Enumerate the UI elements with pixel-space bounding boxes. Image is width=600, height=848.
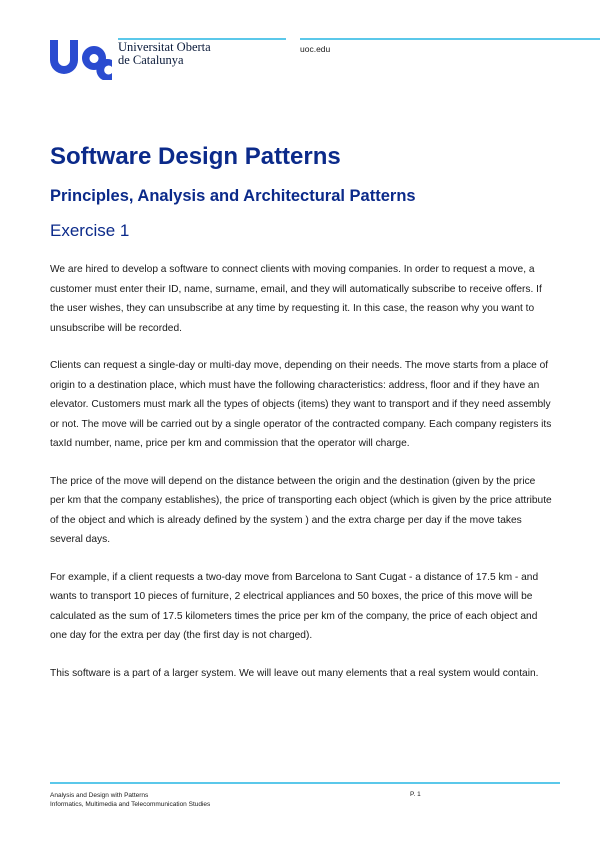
document-body xyxy=(50,260,552,701)
university-name-line2: de Catalunya xyxy=(118,53,184,67)
document-subtitle: Principles, Analysis and Architectural Patterns xyxy=(50,187,416,205)
uoc-logo xyxy=(50,38,112,80)
page-number: P. 1 xyxy=(410,791,421,798)
page-header xyxy=(50,38,560,78)
section-heading: Exercise 1 xyxy=(50,221,130,240)
footer-course: Analysis and Design with Patterns xyxy=(50,792,149,799)
footer-rule xyxy=(50,782,560,784)
university-name-line1: Universitat Oberta xyxy=(118,40,211,54)
paragraph: We are hired to develop a software to connect clients with moving companies. In order to request a move, a customer must enter their ID, name, surname, email, and they will automatically subscribe to receive offers. If the user wishes, they can unsubscribe at any time by requesting it. In this case, the reason why you want to unsubscribe will be recorded. xyxy=(50,264,542,334)
footer-studies: Informatics, Multimedia and Telecommunication Studies xyxy=(50,801,211,808)
university-url-link[interactable]: uoc.edu xyxy=(300,44,331,54)
header-rule-right xyxy=(300,38,600,40)
document-title: Software Design Patterns xyxy=(50,143,341,170)
page-footer xyxy=(50,791,210,809)
paragraph: For example, if a client requests a two-day move from Barcelona to Sant Cugat - a distance of 17.5 km - and wants to transport 10 pieces of furniture, 2 electrical appliances and 50 boxes, the price of this move will be calculated as the sum of 17.5 kilometers times the price per km of the company, the price of each object and one day for the extra per day (the first day is not charged). xyxy=(50,571,539,641)
paragraph: Clients can request a single-day or multi-day move, depending on their needs. The move starts from a place of origin to a destination place, which must have the following characteristics: address, floor and if they have an elevator. Customers must mark all the types of objects (items) they want to transport and if they need assembly or not. The move will be carried out by a single operator of the contracted company. Each company registers its taxId number, name, price per km and commission that the operator will charge. xyxy=(50,360,552,449)
paragraph: This software is a part of a larger system. We will leave out many elements that a real system would contain. xyxy=(50,667,539,679)
paragraph: The price of the move will depend on the distance between the origin and the destination (given by the price per km that the company establishes), the price of transporting each object (which is given by the price attribute of the object and which is already defined by the system ) and the extra charge per day if the move takes several days. xyxy=(50,475,552,545)
university-name xyxy=(118,41,211,67)
